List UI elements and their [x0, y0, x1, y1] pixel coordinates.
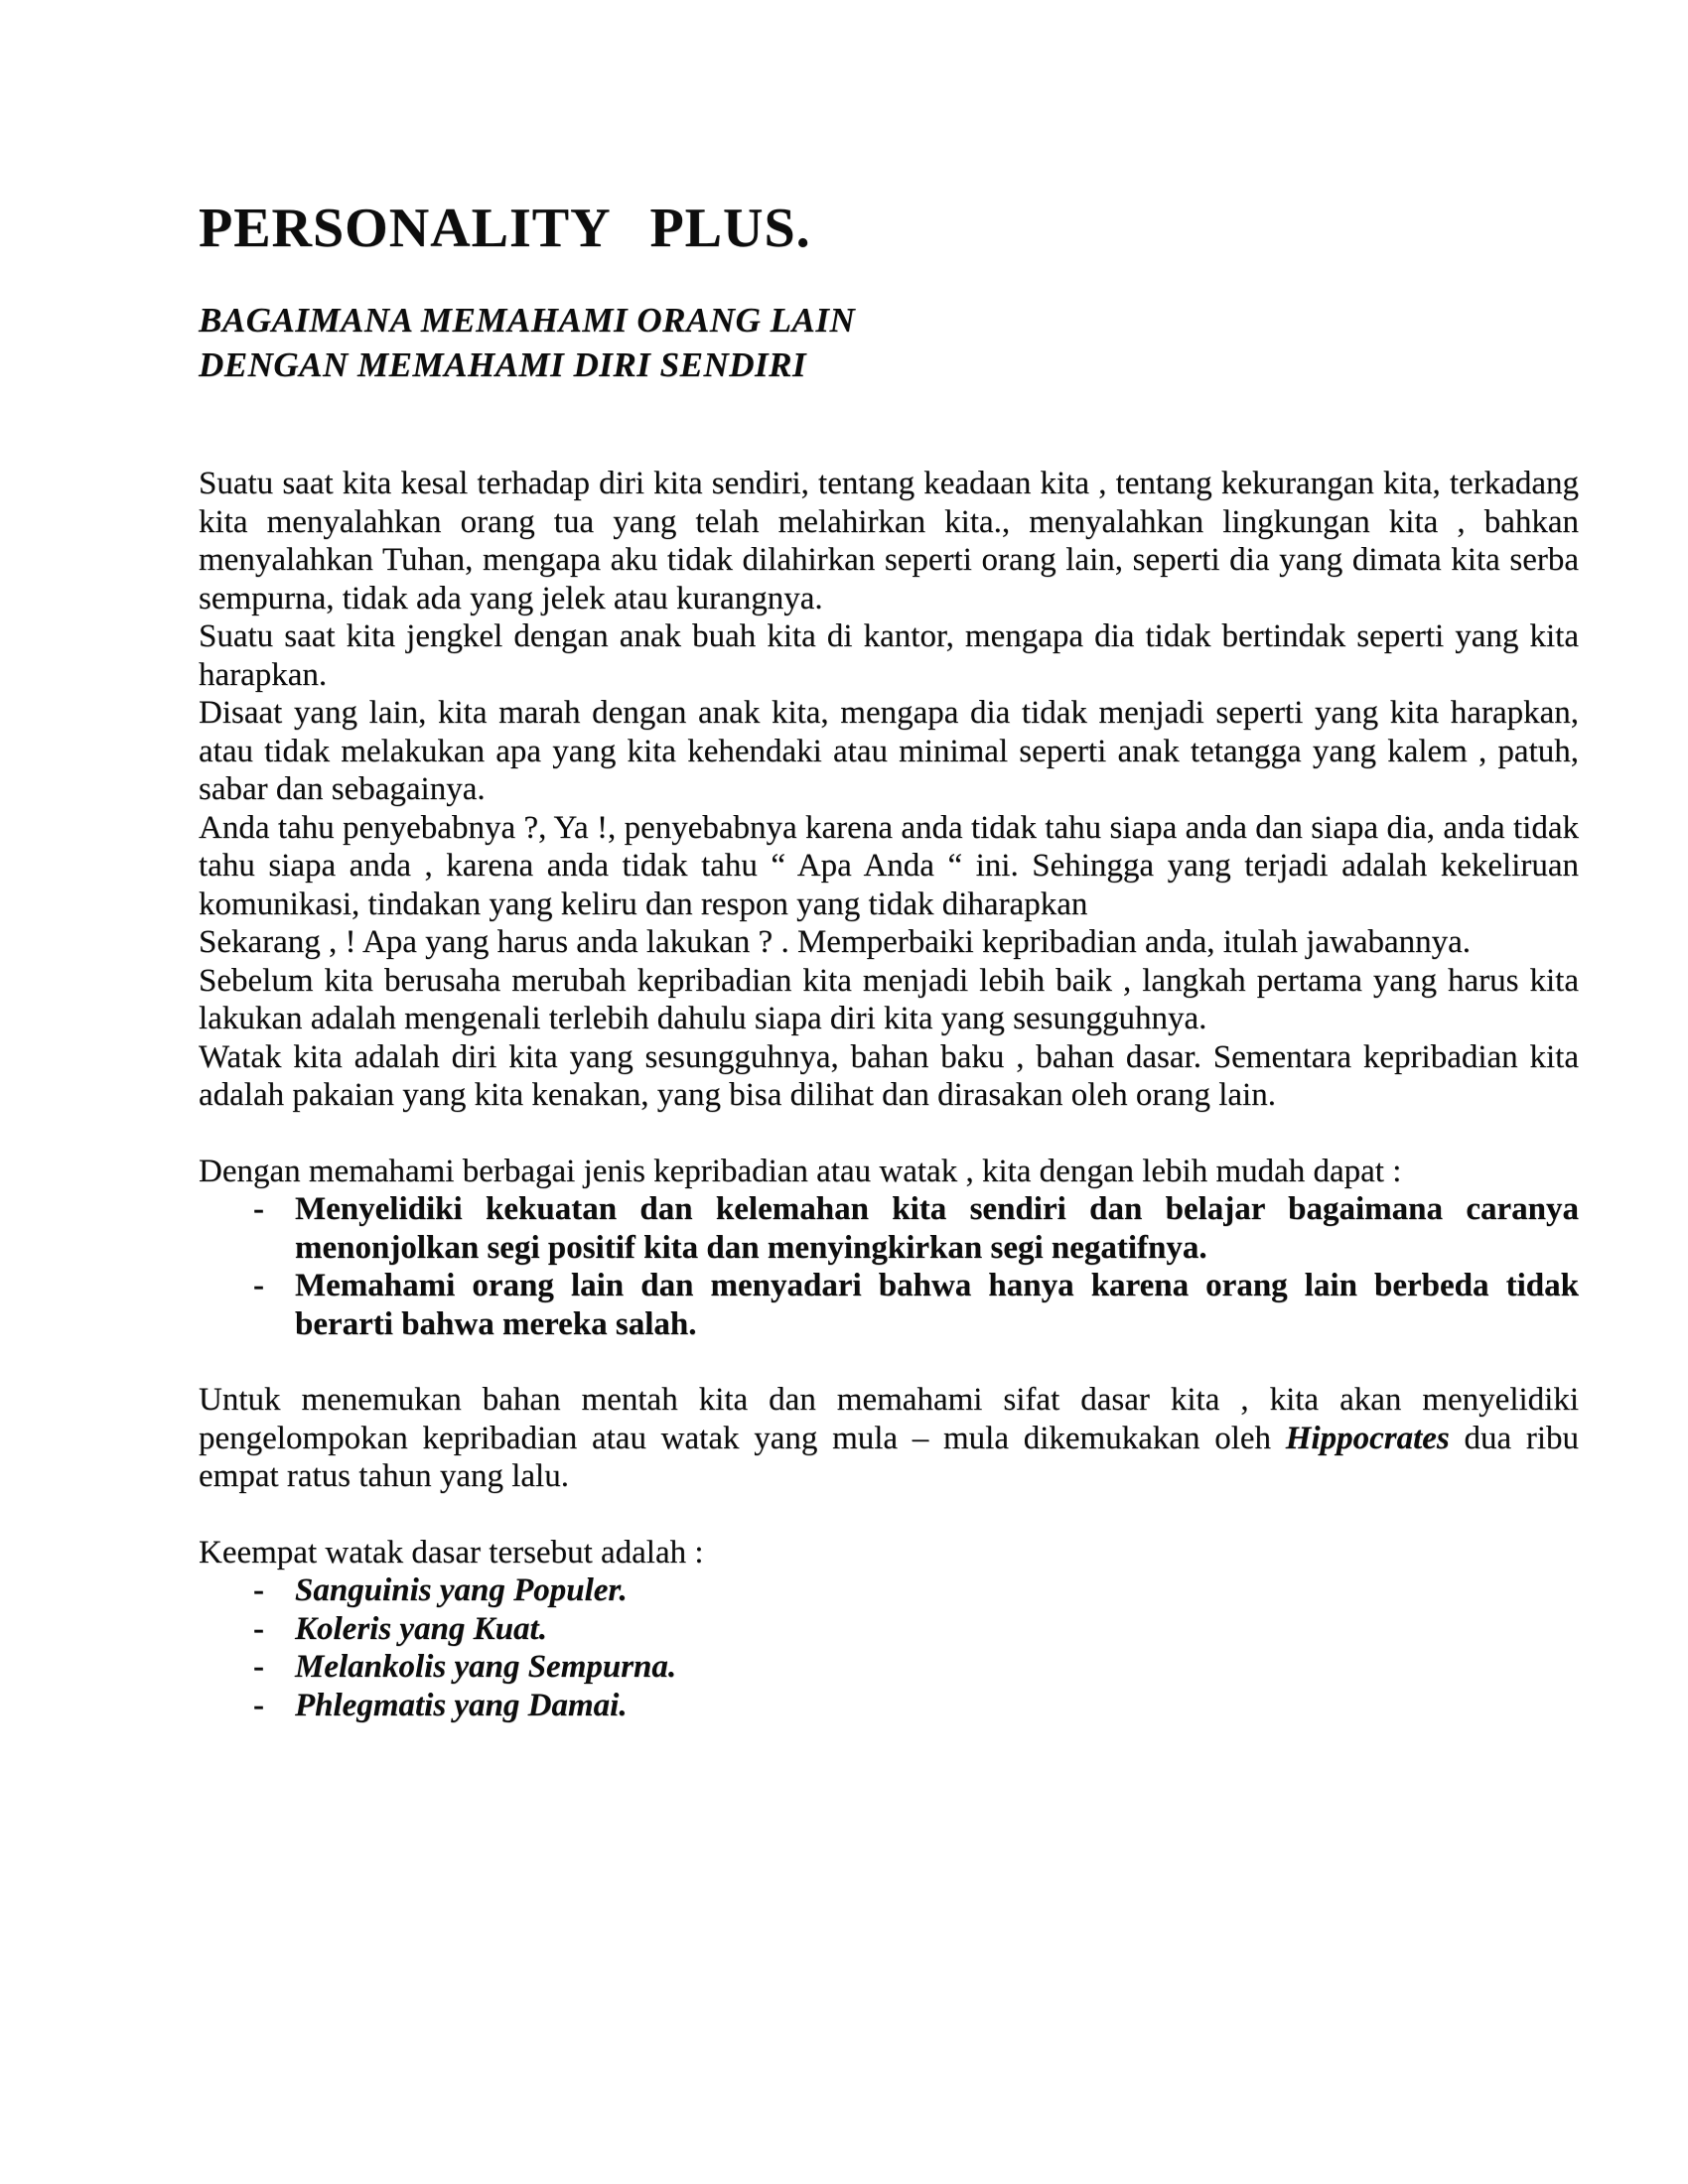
body-text-block — [199, 465, 1579, 1115]
bullet-dash: - — [253, 1649, 264, 1685]
list-item-text: Menyelidiki kekuatan dan kelemahan kita sendiri dan belajar bagaimana caranya menonjolkan segi positif kita dan menyingkirkan segi negatifnya. — [295, 1191, 1579, 1266]
page-title: PERSONALITY PLUS. — [199, 198, 811, 259]
list-item — [199, 1571, 1579, 1610]
list-item — [199, 1267, 1579, 1343]
benefits-list-intro: Dengan memahami berbagai jenis kepribadian atau watak , kita dengan lebih mudah dapat : — [199, 1153, 1402, 1189]
hippocrates-name: Hippocrates — [1285, 1420, 1450, 1456]
paragraph-sebelum: Sebelum kita berusaha merubah kepribadian kita menjadi lebih baik , langkah pertama yang harus kita lakukan adalah mengenali terlebih dahulu siapa diri kita yang sesungguhnya. — [199, 962, 1579, 1036]
bullet-dash: - — [253, 1268, 264, 1303]
list-item — [199, 1687, 1579, 1725]
bullet-dash: - — [253, 1687, 264, 1723]
list-item — [199, 1648, 1579, 1687]
document-subtitle — [199, 298, 1579, 387]
list-item-text: Melankolis yang Sempurna. — [295, 1649, 677, 1685]
list-item-text: Koleris yang Kuat. — [295, 1610, 547, 1647]
bullet-dash: - — [253, 1610, 264, 1647]
hippocrates-text-before: Untuk menemukan bahan mentah kita dan memahami sifat dasar kita , kita akan menyelidiki pengelompokan kepribadian atau watak yang mula – mula dikemukakan oleh — [199, 1382, 1579, 1456]
hippocrates-paragraph — [199, 1381, 1579, 1496]
bullet-dash: - — [253, 1191, 264, 1227]
list-item — [199, 1610, 1579, 1649]
paragraph-watak: Watak kita adalah diri kita yang sesungguhnya, bahan baku , bahan dasar. Sementara kepribadian kita adalah pakaian yang kita kenakan, yang bisa dilihat dan dirasakan oleh orang lain. — [199, 1038, 1579, 1113]
list-item-text: Memahami orang lain dan menyadari bahwa hanya karena orang lain berbeda tidak berarti bahwa mereka salah. — [295, 1268, 1579, 1342]
paragraph-penyebab: Anda tahu penyebabnya ?, Ya !, penyebabnya karena anda tidak tahu siapa anda dan siapa dia, anda tidak tahu siapa anda , karena anda tidak tahu “ Apa Anda “ ini. Sehingga yang terjadi adalah kekeliruan komunikasi, tindakan yang keliru dan respon yang tidak diharapkan — [199, 809, 1579, 922]
temperaments-list — [199, 1571, 1579, 1724]
list-item — [199, 1190, 1579, 1267]
benefits-list — [199, 1190, 1579, 1343]
paragraph-kesal: Suatu saat kita kesal terhadap diri kita sendiri, tentang keadaan kita , tentang kekurangan kita, terkadang kita menyalahkan orang tua yang telah melahirkan kita., menyalahkan lingkungan kita , bahkan menyalahkan Tuhan, mengapa aku tidak dilahirkan seperti orang lain, seperti dia yang dimata kita serba sempurna, tidak ada yang jelek atau kurangnya. — [199, 466, 1579, 616]
temperaments-list-intro: Keempat watak dasar tersebut adalah : — [199, 1534, 704, 1570]
bullet-dash: - — [253, 1572, 264, 1608]
paragraph-sekarang: Sekarang , ! Apa yang harus anda lakukan ? . Memperbaiki kepribadian anda, itulah jawabannya. — [199, 924, 1472, 960]
subtitle-line-1: BAGAIMANA MEMAHAMI ORANG LAIN — [199, 301, 856, 340]
paragraph-jengkel: Suatu saat kita jengkel dengan anak buah kita di kantor, mengapa dia tidak bertindak seperti yang kita harapkan. — [199, 618, 1579, 693]
hippocrates-text-after: dua ribu empat ratus tahun yang lalu. — [199, 1420, 1579, 1494]
paragraph-marah: Disaat yang lain, kita marah dengan anak kita, mengapa dia tidak menjadi seperti yang kita harapkan, atau tidak melakukan apa yang kita kehendaki atau minimal seperti anak tetangga yang kalem , patuh, sabar dan sebagainya. — [199, 695, 1579, 807]
list-item-text: Phlegmatis yang Damai. — [295, 1687, 628, 1723]
subtitle-line-2: DENGAN MEMAHAMI DIRI SENDIRI — [199, 345, 807, 384]
list-item-text: Sanguinis yang Populer. — [295, 1572, 628, 1608]
